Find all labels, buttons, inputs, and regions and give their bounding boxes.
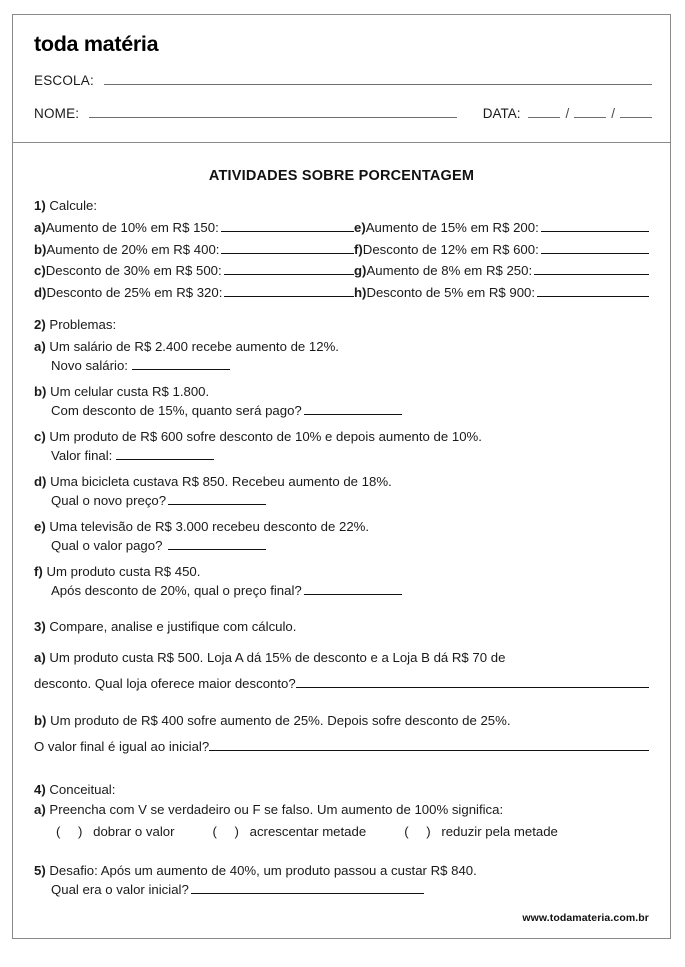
exercise-item-a	[34, 218, 354, 239]
challenge-line1: Desafio: Após um aumento de 40%, um produto passou a custar R$ 840.	[49, 863, 477, 878]
worksheet-header	[13, 15, 670, 143]
option-acrescentar-checkbox[interactable]: ( )	[212, 824, 246, 839]
problem-e-text: Uma televisão de R$ 3.000 recebeu desconto de 22%.	[49, 519, 370, 534]
footer-url: www.todamateria.com.br	[522, 912, 649, 924]
problem-e-answer-row	[34, 536, 649, 555]
section-1-number: 1)	[34, 198, 46, 213]
section-4-item-text: Preencha com V se verdadeiro ou F se falso. Um aumento de 100% significa:	[49, 802, 504, 817]
brand-logo: toda matéria	[34, 32, 159, 56]
option-dobrar-checkbox[interactable]: ( )	[56, 824, 90, 839]
exercise-item-h	[354, 283, 649, 304]
compare-b-letter: b)	[34, 713, 47, 728]
option-reduzir-label: reduzir pela metade	[441, 824, 558, 839]
item-f-answer-blank[interactable]	[541, 241, 649, 254]
escola-label: ESCOLA:	[34, 73, 94, 88]
item-g-text: Aumento de 8% em R$ 250:	[366, 263, 533, 278]
challenge-line1-wrap	[34, 861, 649, 880]
worksheet-page	[12, 14, 671, 939]
option-gap-2	[366, 824, 404, 839]
data-field-group	[483, 106, 652, 121]
item-b-letter: b)	[34, 241, 47, 257]
worksheet-content	[13, 168, 670, 899]
exercise-item-d	[34, 283, 354, 304]
problem-e-prompt: Qual o valor pago?	[51, 538, 163, 553]
item-e-letter: e)	[354, 220, 366, 235]
item-f-letter: f)	[354, 241, 363, 257]
section-4-question	[34, 802, 649, 817]
section-4-options	[34, 824, 649, 839]
section-5	[34, 861, 649, 899]
section-2-heading	[34, 317, 649, 332]
item-a-answer-blank[interactable]	[221, 219, 354, 232]
problem-d	[34, 472, 649, 510]
problem-f-letter: f)	[34, 564, 43, 579]
problem-b-prompt: Com desconto de 15%, quanto será pago?	[51, 403, 302, 418]
item-e-text: Aumento de 15% em R$ 200:	[365, 220, 539, 235]
problem-a-text: Um salário de R$ 2.400 recebe aumento de 12%.	[49, 339, 339, 354]
section-1	[34, 198, 649, 303]
problem-e-answer-blank[interactable]	[168, 537, 266, 550]
item-d-answer-blank[interactable]	[224, 284, 354, 297]
compare-b-line1: Um produto de R$ 400 sofre aumento de 25%. Depois sofre desconto de 25%.	[50, 713, 511, 728]
item-g-answer-blank[interactable]	[534, 262, 649, 275]
challenge-line2: Qual era o valor inicial?	[51, 882, 189, 897]
section-2-title: Problemas:	[49, 317, 117, 332]
date-day-input[interactable]	[528, 106, 560, 118]
compare-b-answer-blank[interactable]	[209, 738, 649, 751]
compare-a-line1: Um produto custa R$ 500. Loja A dá 15% de desconto e a Loja B dá R$ 70 de	[49, 650, 506, 665]
item-c-answer-blank[interactable]	[224, 262, 354, 275]
compare-b-answer-row	[34, 734, 649, 760]
compare-a-answer-blank[interactable]	[296, 675, 649, 688]
challenge-item	[34, 861, 649, 899]
problem-b-letter: b)	[34, 384, 47, 399]
item-d-letter: d)	[34, 284, 47, 300]
problem-a	[34, 337, 649, 375]
item-a-text: Aumento de 10% em R$ 150:	[45, 220, 219, 235]
problem-f-answer-row	[34, 581, 649, 600]
problem-c	[34, 427, 649, 465]
escola-field-row	[34, 73, 652, 88]
challenge-answer-row	[34, 880, 649, 899]
problem-c-line1-wrap	[34, 427, 649, 446]
data-label: DATA:	[482, 106, 521, 121]
date-separator-1: /	[565, 106, 570, 121]
problem-b	[34, 382, 649, 420]
section-5-number: 5)	[34, 863, 46, 878]
problem-c-prompt: Valor final:	[51, 448, 113, 463]
problem-d-prompt: Qual o novo preço?	[51, 493, 167, 508]
compare-a-line1-wrap	[34, 645, 649, 671]
problem-b-text: Um celular custa R$ 1.800.	[50, 384, 210, 399]
compare-a-line2: desconto. Qual loja oferece maior desconto?	[34, 676, 296, 691]
problem-d-answer-row	[34, 491, 649, 510]
compare-item-a	[34, 645, 649, 697]
page-title: ATIVIDADES SOBRE PORCENTAGEM	[208, 168, 475, 184]
item-h-letter: h)	[354, 284, 367, 300]
section-4-heading	[34, 782, 649, 797]
problem-d-answer-blank[interactable]	[168, 492, 266, 505]
option-reduzir[interactable]	[404, 824, 558, 839]
section-4-number: 4)	[34, 782, 46, 797]
option-reduzir-checkbox[interactable]: ( )	[404, 824, 438, 839]
section-3-title: Compare, analise e justifique com cálculo.	[49, 619, 297, 634]
item-b-text: Aumento de 20% em R$ 400:	[46, 241, 220, 257]
problem-f-text: Um produto custa R$ 450.	[46, 564, 201, 579]
compare-b-line1-wrap	[34, 708, 649, 734]
exercise-item-g	[354, 261, 649, 282]
challenge-answer-blank[interactable]	[191, 881, 424, 894]
option-gap-1	[175, 824, 213, 839]
section-1-grid	[34, 218, 649, 303]
date-separator-2: /	[611, 106, 615, 121]
problem-c-letter: c)	[34, 429, 46, 444]
item-h-answer-blank[interactable]	[537, 284, 649, 297]
exercise-item-c	[34, 261, 354, 282]
problem-b-line1-wrap	[34, 382, 649, 401]
nome-label: NOME:	[34, 106, 80, 121]
item-g-letter: g)	[354, 263, 367, 278]
option-acrescentar[interactable]	[213, 824, 367, 839]
problem-a-prompt: Novo salário:	[51, 358, 128, 373]
exercise-item-f	[354, 240, 649, 261]
exercise-item-b	[34, 240, 354, 261]
option-dobrar[interactable]	[56, 824, 175, 839]
section-4-item-letter: a)	[34, 802, 46, 817]
item-e-answer-blank[interactable]	[541, 219, 649, 232]
section-3-heading	[34, 619, 649, 634]
problem-a-line1-wrap	[34, 337, 649, 356]
problem-f	[34, 562, 649, 600]
problem-a-letter: a)	[34, 339, 46, 354]
section-2-number: 2)	[34, 317, 46, 332]
problem-f-prompt: Após desconto de 20%, qual o preço final?	[51, 583, 302, 598]
exercise-item-e	[354, 218, 649, 239]
item-c-text: Desconto de 30% em R$ 500:	[45, 263, 222, 278]
problem-d-text: Uma bicicleta custava R$ 850. Recebeu aumento de 18%.	[50, 474, 392, 489]
option-dobrar-label: dobrar o valor	[93, 824, 175, 839]
section-4-title: Conceitual:	[49, 782, 116, 797]
date-year-input[interactable]	[620, 106, 652, 118]
section-1-title: Calcule:	[49, 198, 98, 213]
problem-e	[34, 517, 649, 555]
problem-e-letter: e)	[34, 519, 46, 534]
problem-c-text: Um produto de R$ 600 sofre desconto de 10% e depois aumento de 10%.	[49, 429, 482, 444]
item-c-letter: c)	[34, 263, 46, 278]
item-h-text: Desconto de 5% em R$ 900:	[366, 284, 536, 300]
option-acrescentar-label: acrescentar metade	[249, 824, 367, 839]
section-3-number: 3)	[34, 619, 46, 634]
section-2	[34, 317, 649, 600]
problem-a-answer-blank[interactable]	[132, 357, 230, 370]
nome-input-line[interactable]	[89, 106, 456, 118]
item-b-answer-blank[interactable]	[221, 241, 354, 254]
compare-a-letter: a)	[34, 650, 46, 665]
problem-b-answer-row	[34, 401, 649, 420]
problem-b-answer-blank[interactable]	[304, 402, 402, 415]
section-1-heading	[34, 198, 649, 213]
item-a-letter: a)	[34, 220, 46, 235]
compare-item-b	[34, 708, 649, 760]
compare-a-answer-row	[34, 671, 649, 697]
item-f-text: Desconto de 12% em R$ 600:	[362, 241, 539, 257]
problem-a-answer-row	[34, 356, 649, 375]
item-d-text: Desconto de 25% em R$ 320:	[46, 284, 223, 300]
problem-f-answer-blank[interactable]	[304, 582, 402, 595]
date-month-input[interactable]	[574, 106, 606, 118]
problem-d-line1-wrap	[34, 472, 649, 491]
section-3	[34, 619, 649, 760]
problem-d-letter: d)	[34, 474, 47, 489]
section-4	[34, 782, 649, 839]
problem-e-line1-wrap	[34, 517, 649, 536]
problem-c-answer-blank[interactable]	[116, 447, 214, 460]
problem-c-answer-row	[34, 446, 649, 465]
nome-field-row	[34, 106, 652, 121]
escola-input-line[interactable]	[104, 73, 652, 85]
compare-b-line2: O valor final é igual ao inicial?	[34, 739, 210, 754]
problem-f-line1-wrap	[34, 562, 649, 581]
